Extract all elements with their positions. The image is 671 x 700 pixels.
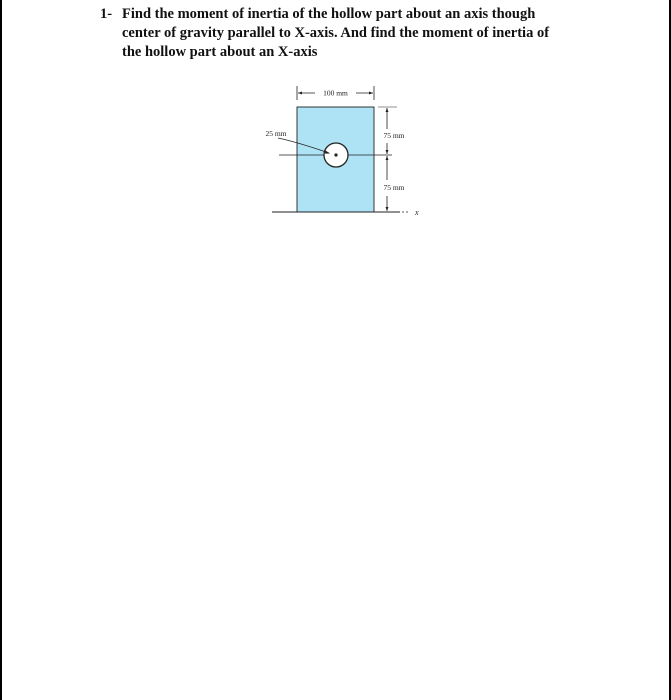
hollow-plate-figure (252, 80, 432, 230)
upper-dim-label: 75 mm (383, 131, 405, 140)
document-page (2, 0, 669, 700)
lower-arrowhead-top (386, 156, 389, 160)
width-label: 100 mm (323, 88, 348, 98)
hole-center-dot (334, 153, 337, 156)
upper-arrowhead-bottom (386, 150, 389, 154)
question-block (100, 5, 570, 62)
question-number: 1- (100, 6, 113, 22)
upper-arrowhead-top (386, 108, 389, 112)
hole-diameter-label: 25 mm (265, 129, 287, 138)
question-text: Find the moment of inertia of the hollow part about an axis though center of gravity parallel to X-axis. And find the moment of inertia of the hollow part about an X-axis (122, 6, 550, 60)
width-arrowhead-left (298, 92, 302, 95)
lower-arrowhead-bottom (386, 207, 389, 211)
x-axis-label: x (415, 208, 419, 217)
figure-svg (252, 80, 432, 230)
width-arrowhead-right (369, 92, 373, 95)
lower-dim-label: 75 mm (383, 183, 405, 192)
